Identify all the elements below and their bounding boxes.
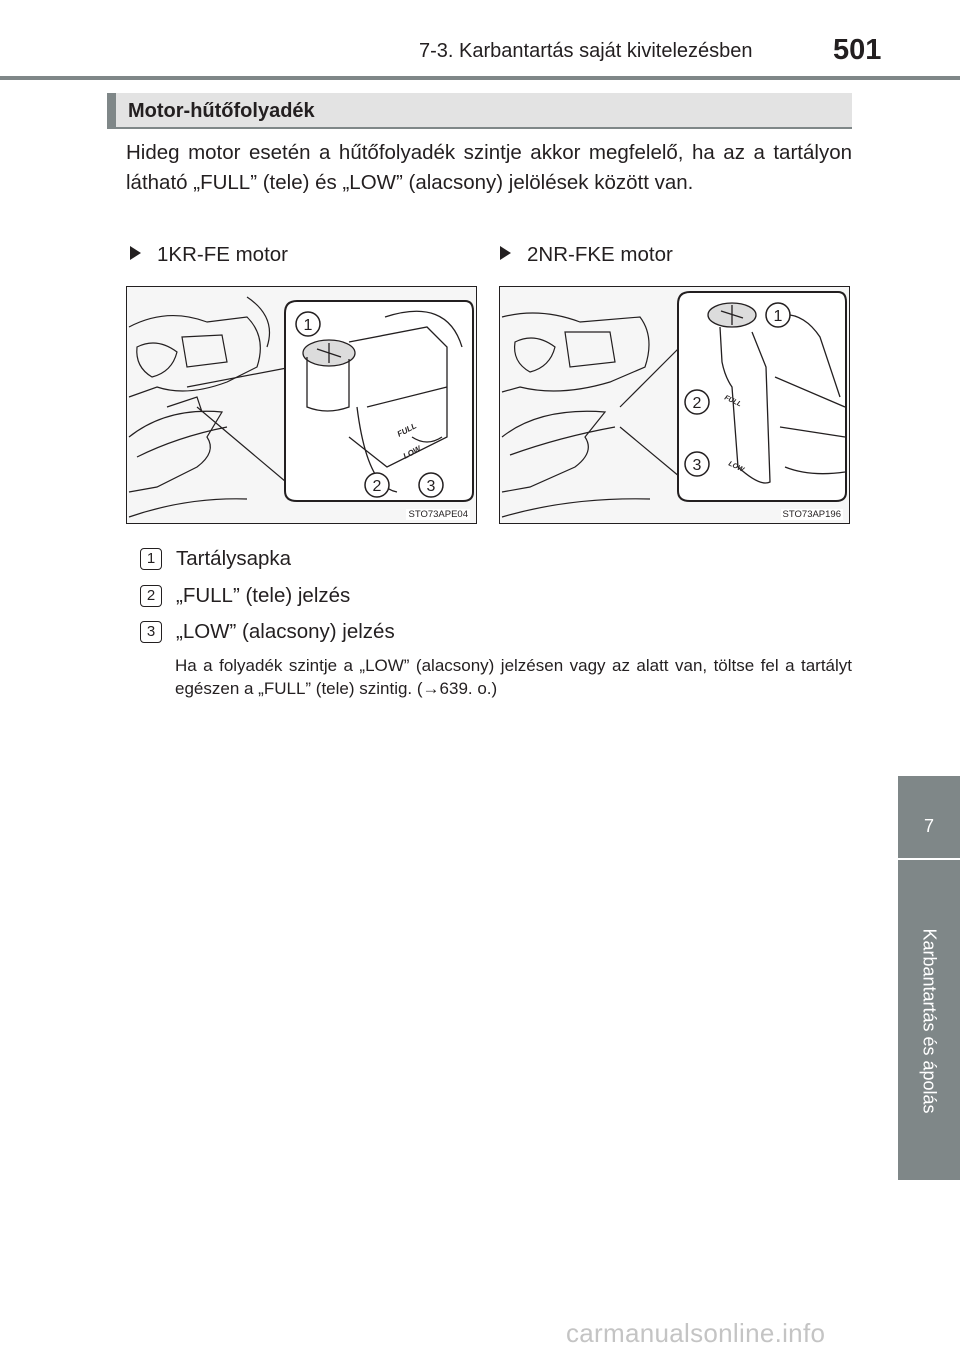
- refill-note: Ha a folyadék szintje a „LOW” (alacsony) jelzésen vagy az alatt van, töltse fel a tartályt egészen a „FULL” (tele) szintig. (→639. o.): [175, 656, 852, 698]
- callout-2: 2: [692, 395, 702, 412]
- triangle-right-icon: [500, 246, 511, 260]
- figure-code: STO73APE04: [408, 509, 468, 520]
- legend-number: 3: [140, 621, 162, 643]
- watermark[interactable]: carmanualsonline.info: [566, 1318, 826, 1348]
- section-heading-bar: [107, 93, 852, 129]
- callout-3: 3: [692, 457, 702, 474]
- callout-1: 1: [303, 317, 313, 334]
- side-tab-divider: [898, 858, 960, 860]
- intro-paragraph: Hideg motor esetén a hűtőfolyadék szintje akkor megfelelő, ha az a tartályon látható „FULL” (tele) és „LOW” (alacsony) jelölések között van.: [126, 141, 852, 194]
- engine-illustration: [500, 287, 850, 524]
- figure-1kr-engine: [126, 286, 477, 524]
- figure-2nr-engine: [499, 286, 850, 524]
- figure-code: STO73AP196: [782, 509, 841, 520]
- engine-label-2nr: [500, 243, 673, 267]
- legend-number: 2: [140, 585, 162, 607]
- full-mark-label: FULL: [723, 394, 743, 409]
- section-heading: Motor-hűtőfolyadék: [128, 100, 315, 122]
- low-mark-label: LOW: [727, 460, 745, 474]
- page-number: 501: [833, 34, 882, 66]
- chapter-side-tab[interactable]: [898, 776, 960, 1180]
- running-header-title: 7-3. Karbantartás saját kivitelezésben: [419, 40, 753, 62]
- triangle-right-icon: [130, 246, 141, 260]
- legend-text: „LOW” (alacsony) jelzés: [176, 620, 395, 643]
- chapter-number: 7: [923, 816, 934, 836]
- callout-1: 1: [773, 308, 783, 325]
- callout-3: 3: [426, 478, 436, 495]
- callout-2: 2: [372, 478, 382, 495]
- legend-text: Tartálysapka: [176, 547, 292, 570]
- engine-label-1kr: [130, 243, 288, 267]
- low-mark-label: LOW: [401, 444, 423, 461]
- chapter-title: Karbantartás és ápolás: [919, 928, 940, 1114]
- engine-label-text: 2NR-FKE motor: [527, 243, 673, 266]
- full-mark-label: FULL: [395, 421, 418, 439]
- engine-illustration: [127, 287, 477, 524]
- header-rule: [0, 76, 960, 80]
- legend-text: „FULL” (tele) jelzés: [176, 584, 351, 607]
- legend-number: 1: [140, 548, 162, 570]
- engine-label-text: 1KR-FE motor: [157, 243, 288, 266]
